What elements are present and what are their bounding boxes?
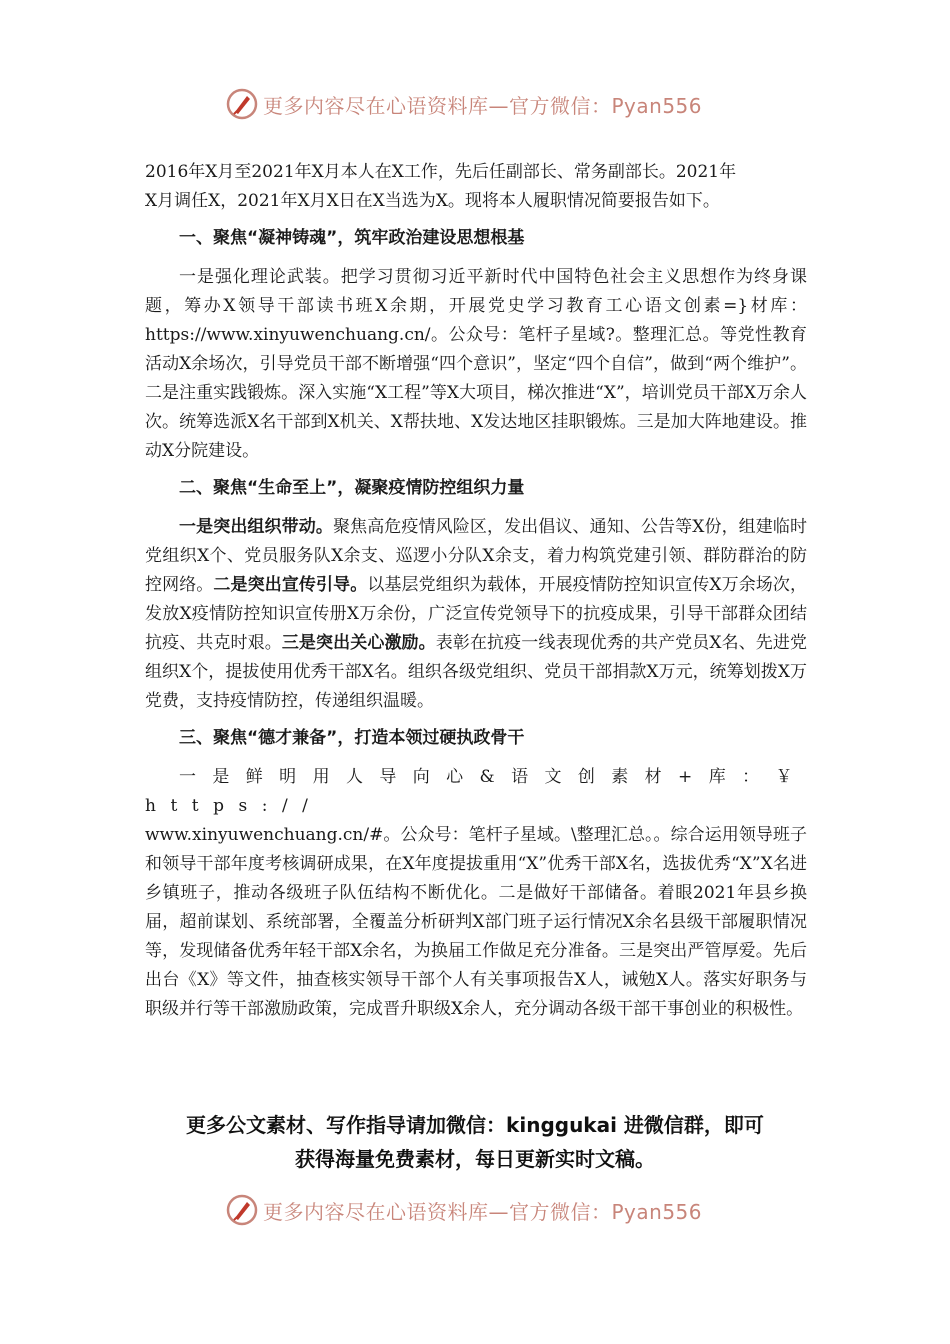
section-2-point-1-text: 聚焦高危疫情风险区，发出倡议、通知、公告等X份，组建临时党组织X个、党员服务队X余支、巡逻小分队X余支，着力构筑党建引领、群防群治的防控网络。 <box>145 517 808 595</box>
footer-watermark-banner <box>225 1190 702 1230</box>
footer-note-line-1: 更多公文素材、写作指导请加微信：kinggukai 进微信群，即可 <box>186 1113 764 1137</box>
section-1-paragraph: 一是强化理论武装。把学习贯彻习近平新时代中国特色社会主义思想作为终身课题，筹办X领导干部读书班X余期，开展党史学习教育工心语文创素=}材库：https://www.xinyuwenchuang.cn/。公众号：笔杆子星域?。整理汇总。等党性教育活动X余场次，引导党员干部不断增强“四个意识”，坚定“四个自信”，做到“两个维护”。二是注重实践锻炼。深入实施“X工程”等X大项目，梯次推进“X”，培训党员干部X万余人次。统筹选派X名干部到X机关、X帮扶地、X发达地区挂职锻炼。三是加大阵地建设。推动X分院建设。 <box>145 267 807 461</box>
pen-nib-logo-icon <box>225 87 259 121</box>
section-2-paragraph <box>145 513 807 716</box>
section-2-point-3-text: 表彰在抗疫一线表现优秀的共产党员X名、先进党组织X个，提拔使用优秀干部X名。组织各级党组织、党员干部捐款X万元，统筹划拨X万党费，支持疫情防控，传递组织温暖。 <box>145 633 808 711</box>
section-1-heading: 一、聚焦“凝神铸魂”，筑牢政治建设思想根基 <box>179 228 525 248</box>
section-3-first-line: 一是鲜明用人导向心&语文创素材+库：￥ https:// <box>145 767 807 816</box>
header-watermark-banner <box>225 84 702 124</box>
intro-line-1: 2016年X月至2021年X月本人在X工作，先后任副部长、常务副部长。2021年 <box>145 162 737 182</box>
footer-contact-note <box>130 1108 820 1176</box>
section-2-point-2-title: 二是突出宣传引导。 <box>213 575 368 595</box>
intro-line-2: X月调任X，2021年X月X日在X当选为X。现将本人履职情况简要报告如下。 <box>145 191 720 211</box>
section-3-paragraph: www.xinyuwenchuang.cn/#。公众号：笔杆子星域。\整理汇总。。综合运用领导班子和领导干部年度考核调研成果，在X年度提拔重用“X”优秀干部X名，选拔优秀“X”X名进乡镇班子，推动各级班子队伍结构不断优化。二是做好干部储备。着眼2021年县乡换届，超前谋划、系统部署，全覆盖分析研判X部门班子运行情况X余名县级干部履职情况等，发现储备优秀年轻干部X余名，为换届工作做足充分准备。三是突出严管厚爱。先后出台《X》等文件，抽查核实领导干部个人有关事项报告X人，诫勉X人。落实好职务与职级并行等干部激励政策，完成晋升职级X余人，充分调动各级干部干事创业的积极性。 <box>145 825 807 1019</box>
section-3-heading: 三、聚焦“德才兼备”，打造本领过硬执政骨干 <box>179 728 525 748</box>
section-2-heading: 二、聚焦“生命至上”，凝聚疫情防控组织力量 <box>179 478 525 498</box>
report-body <box>145 158 807 1024</box>
footer-note-line-2: 获得海量免费素材，每日更新实时文稿。 <box>295 1147 655 1171</box>
section-2-point-3-title: 三是突出关心激励。 <box>281 633 436 653</box>
section-2-point-1-title: 一是突出组织带动。 <box>179 517 333 537</box>
banner-text: 更多内容尽在心语资料库—官方微信：Pyan556 <box>263 93 703 118</box>
section-2-point-2-text: 以基层党组织为载体，开展疫情防控知识宣传X万余场次，发放X疫情防控知识宣传册X万余份，广泛宣传党领导下的抗疫成果，引导干部群众团结抗疫、共克时艰。 <box>145 575 808 653</box>
pen-nib-logo-icon <box>225 1193 259 1227</box>
banner-text: 更多内容尽在心语资料库—官方微信：Pyan556 <box>263 1199 703 1224</box>
